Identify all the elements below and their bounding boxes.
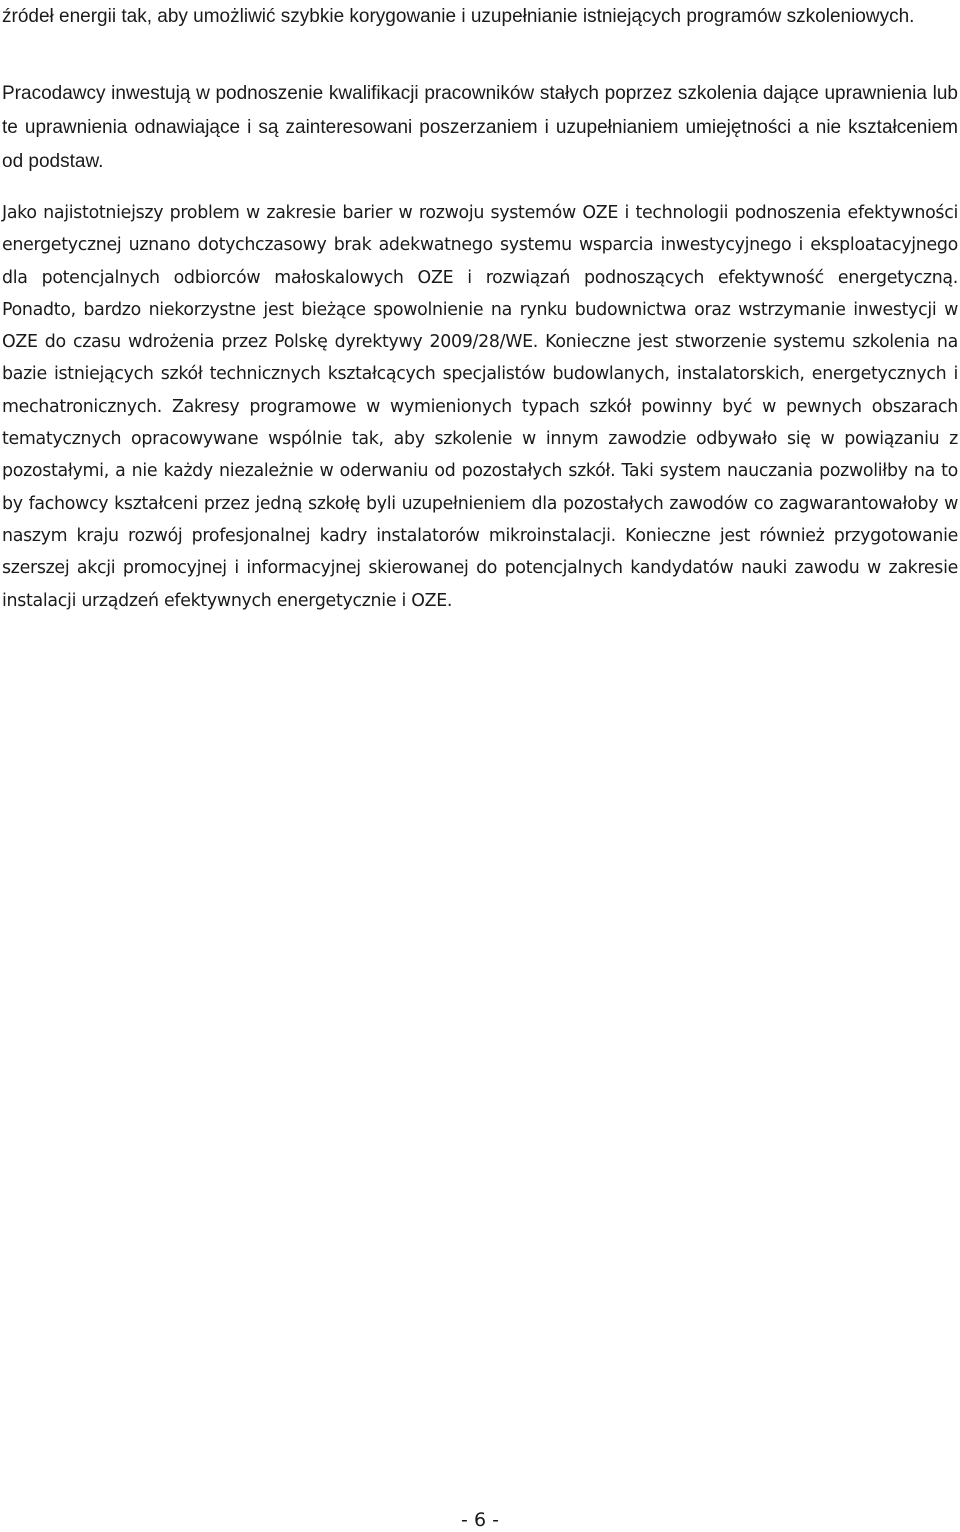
- page-number: - 6 -: [461, 1509, 499, 1531]
- paragraph-training-programs: źródeł energii tak, aby umożliwić szybkie korygowanie i uzupełnianie istniejących programów szkoleniowych.: [2, 6, 915, 27]
- paragraph-employers-investment: Pracodawcy inwestują w podnoszenie kwalifikacji pracowników stałych poprzez szkolenia dające uprawnienia lub te uprawnienia odnawiające i są zainteresowani poszerzaniem i uzupełnianiem umiejętności a nie kształceniem od podstaw.: [2, 83, 958, 172]
- paragraph-oze-barriers: Jako najistotniejszy problem w zakresie barier w rozwoju systemów OZE i technologii podnoszenia efektywności energetycznej uznano dotychczasowy brak adekwatnego systemu wsparcia inwestycyjnego i eksploatacyjnego dla potencjalnych odbiorców małoskalowych OZE i rozwiązań podnoszących efektywność energetyczną. Ponadto, bardzo niekorzystne jest bieżące spowolnienie na rynku budownictwa oraz wstrzymanie inwestycji w OZE do czasu wdrożenia przez Polskę dyrektywy 2009/28/WE. Konieczne jest stworzenie systemu szkolenia na bazie istniejących szkół technicznych kształcących specjalistów budowlanych, instalatorskich, energetycznych i mechatronicznych. Zakresy programowe w wymienionych typach szkół powinny być w pewnych obszarach tematycznych opracowywane wspólnie tak, aby szkolenie w innym zawodzie odbywało się w powiązaniu z pozostałymi, a nie każdy niezależnie w oderwaniu od pozostałych szkół. Taki system nauczania pozwoliłby na to by fachowcy kształceni przez jedną szkołę byli uzupełnieniem dla pozostałych zawodów co zagwarantowałoby w naszym kraju rozwój profesjonalnej kadry instalatorów mikroinstalacji. Konieczne jest również przygotowanie szerszej akcji promocyjnej i informacyjnej skierowanej do potencjalnych kandydatów nauki zawodu w zakresie instalacji urządzeń efektywnych energetycznie i OZE.: [2, 203, 958, 611]
